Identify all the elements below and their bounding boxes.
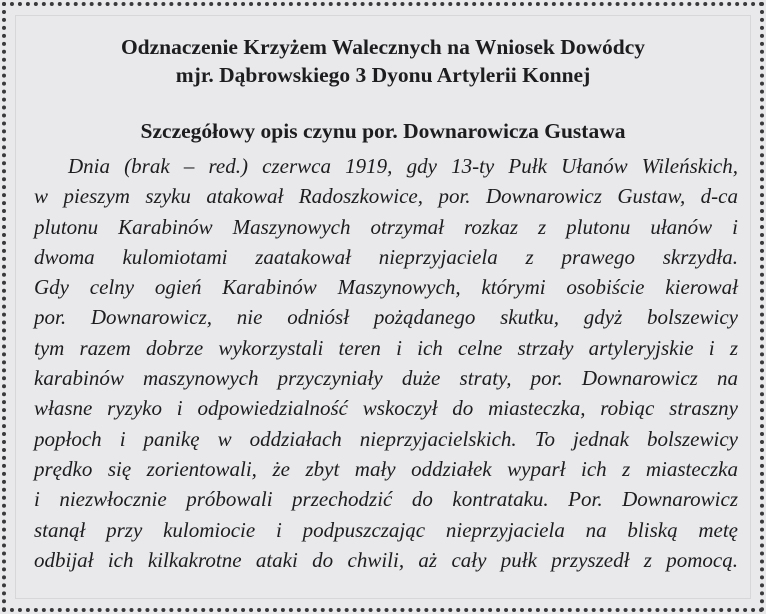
body-line: prędko się zorientowali, że zbyt mały oddziałek wyparł ich z miasteczka [34,456,738,481]
body-line: tym razem dobrze wykorzystali teren i ich celne strzały artyleryjskie i z [34,335,738,360]
body-line: i niezwłocznie próbowali przechodzić do kontrataku. Por. Downarowicz [34,487,738,512]
body-line: por. Downarowicz, nie odniósł pożądanego skutku, gdyż bolszewicy [34,305,738,330]
body-line: dwoma kulomiotami zaatakował nieprzyjaciela z prawego skrzydła. [34,244,738,269]
body-line: Dnia (brak – red.) czerwca 1919, gdy 13-ty Pułk Ułanów Wileńskich, [68,154,738,178]
body-line: odbijał ich kilkakrotne ataki do chwili, aż cały pułk przyszedł z pomocą. [34,547,738,572]
body-line: własne ryzyko i odpowiedzialność wskoczył do miasteczka, robiąc straszny [34,396,738,421]
body-line: karabinów maszynowych przyczyniały duże straty, por. Downarowicz na [34,366,738,391]
body-line: plutonu Karabinów Maszynowych otrzymał rozkaz z plutonu ułanów i [34,214,738,239]
body-line: w pieszym szyku atakował Radoszkowice, por. Downarowicz Gustaw, d-ca [34,184,738,209]
section-subtitle: Szczegółowy opis czynu por. Downarowicza Gustawa [140,119,626,143]
description-body [34,151,738,575]
body-line: Gdy celny ogień Karabinów Maszynowych, którymi osobiście kierował [34,275,738,300]
document-title-line-1: Odznaczenie Krzyżem Walecznych na Wniosek Dowódcy [120,35,646,59]
body-line: popłoch i panikę w oddziałach nieprzyjacielskich. To jednak bolszewicy [34,426,738,451]
body-line: stanął przy kulomiocie i podpuszczając nieprzyjaciela na bliską metę [34,517,738,542]
document-title-line-2: mjr. Dąbrowskiego 3 Dyonu Artylerii Konnej [175,63,591,87]
